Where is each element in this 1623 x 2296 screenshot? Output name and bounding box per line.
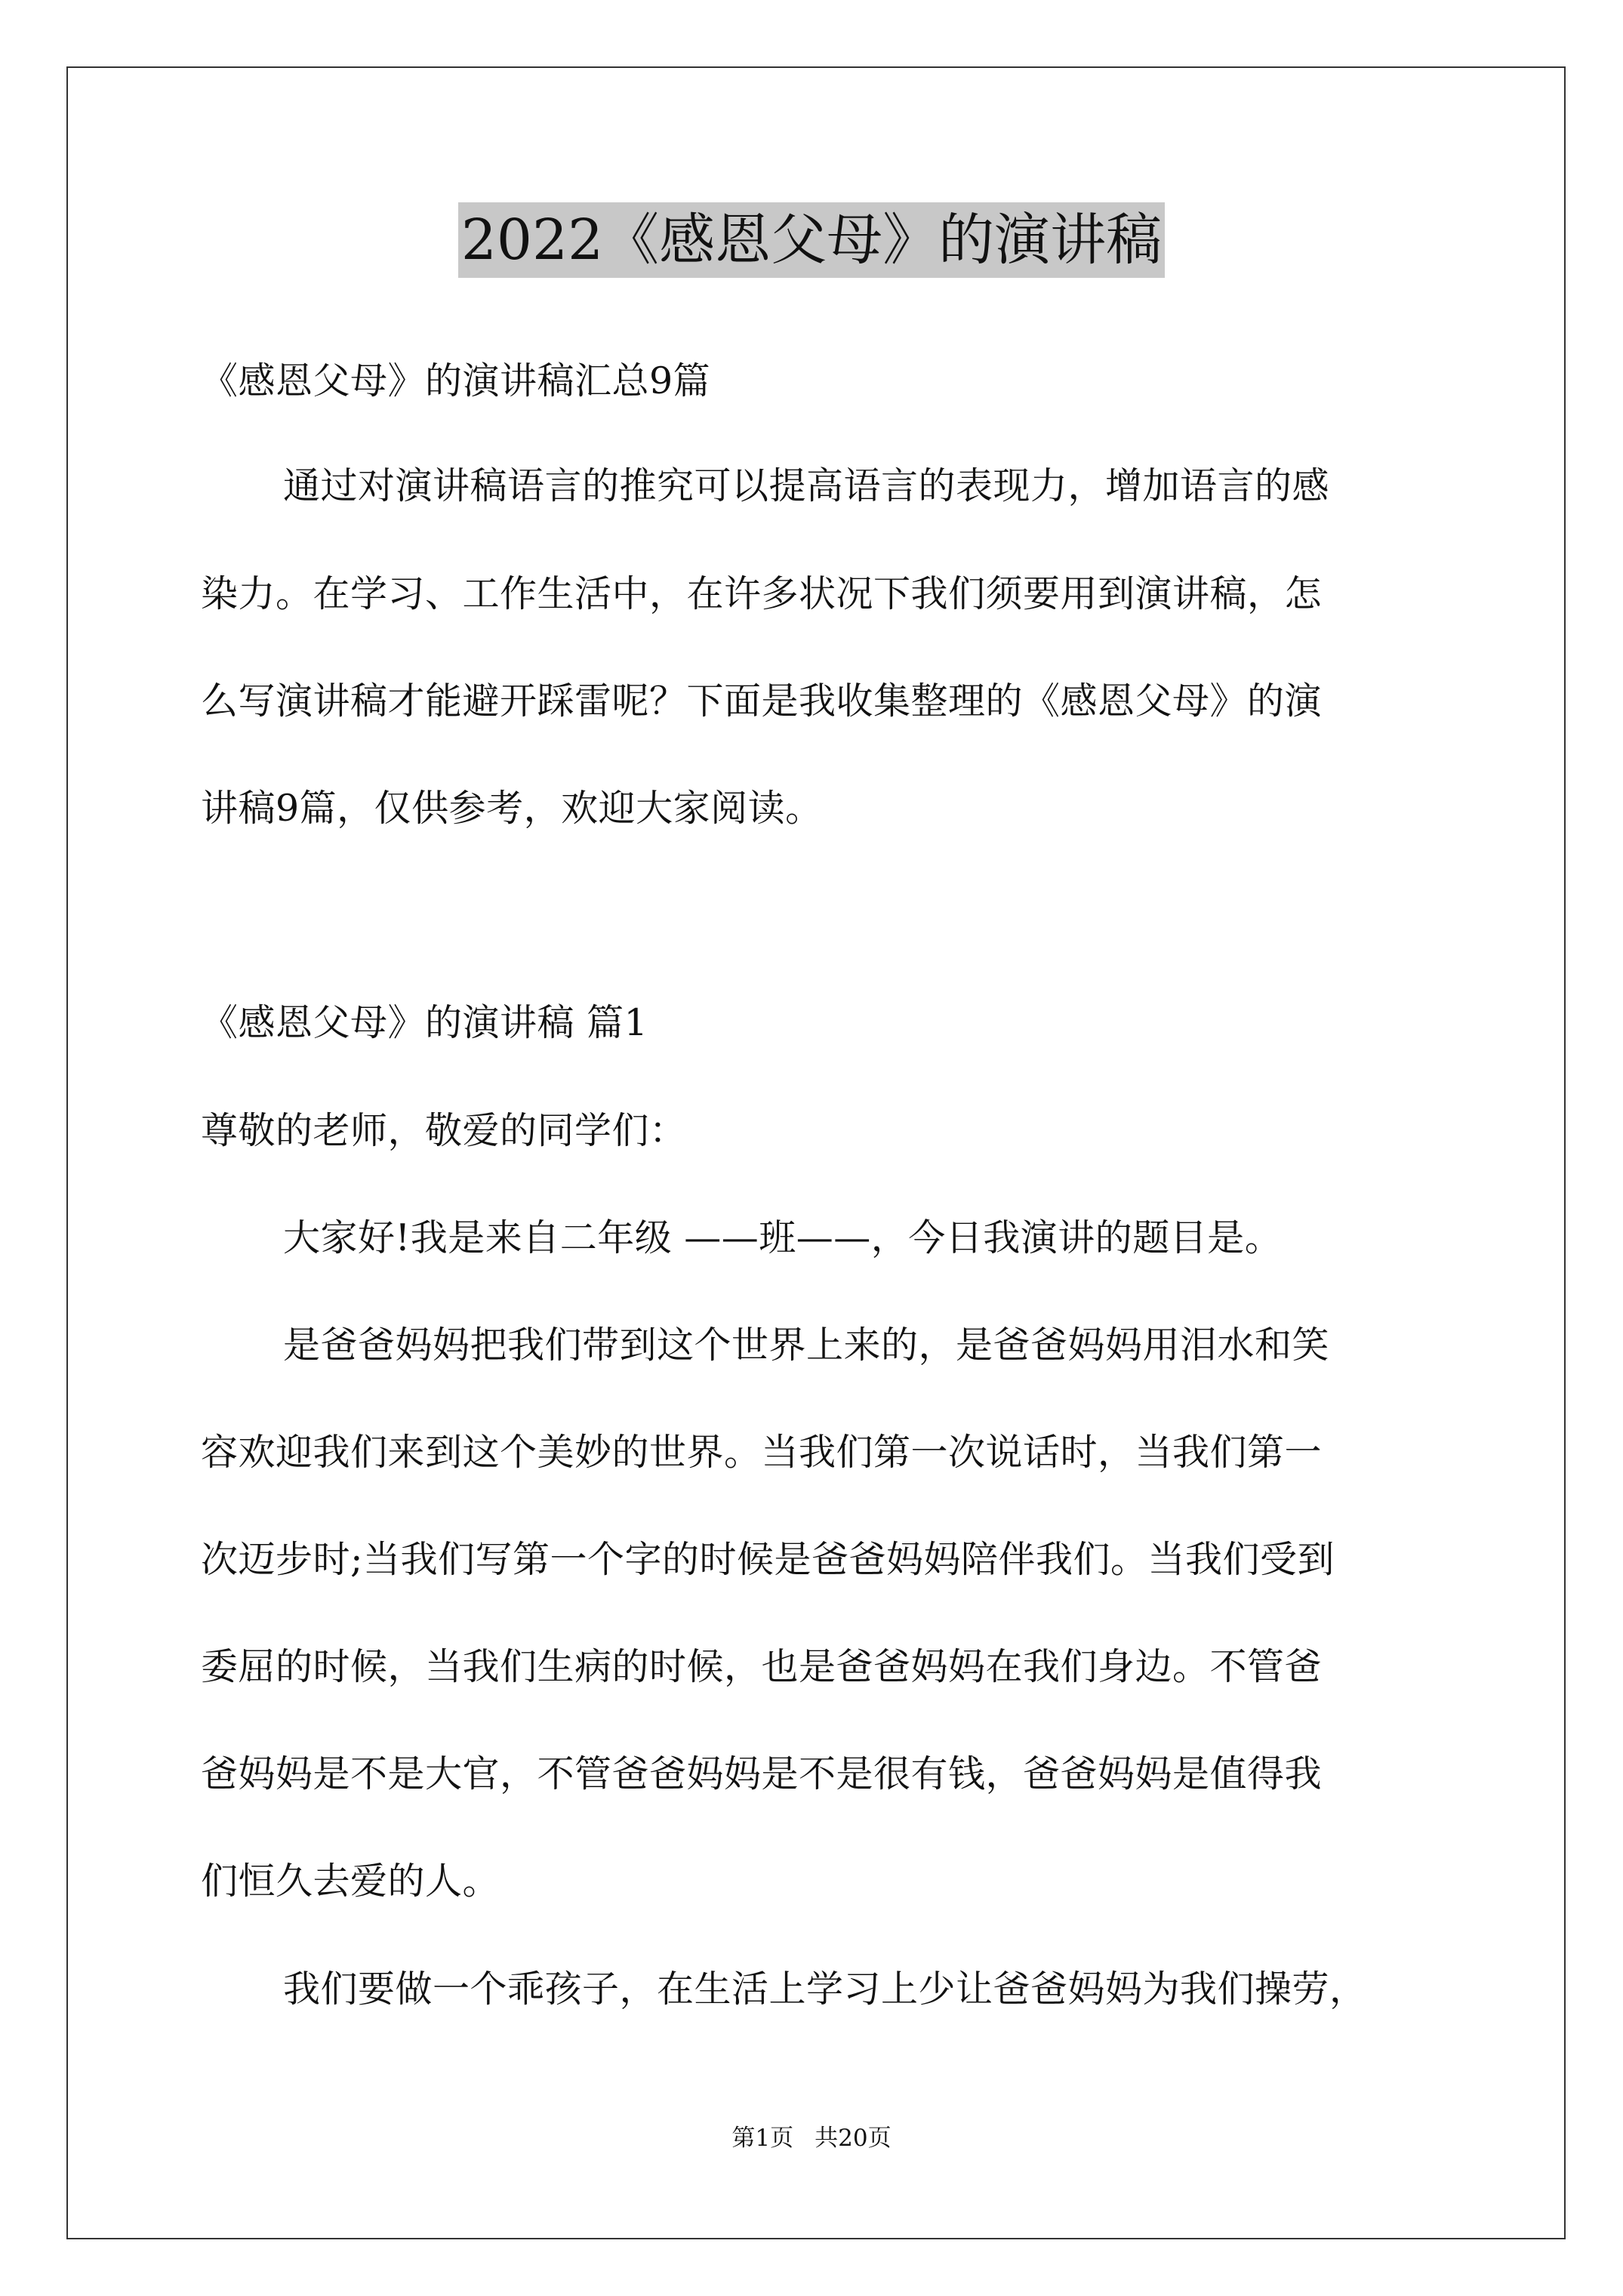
body-line: 我们要做一个乖孩子，在生活上学习上少让爸爸妈妈为我们操劳， <box>283 1968 1367 2011</box>
page-number: 第1页 <box>731 2125 794 2152</box>
section-heading: 《感恩父母》的演讲稿 篇1 <box>201 1001 648 1044</box>
body-line: 委屈的时候，当我们生病的时候，也是爸爸妈妈在我们身边。不管爸 <box>201 1645 1323 1688</box>
document-title: 2022《感恩父母》的演讲稿 <box>458 202 1165 278</box>
body-line: 爸妈妈是不是大官，不管爸爸妈妈是不是很有钱，爸爸妈妈是值得我 <box>201 1752 1323 1795</box>
body-line: 染力。在学习、工作生活中，在许多状况下我们须要用到演讲稿，怎 <box>201 572 1323 615</box>
body-line: 么写演讲稿才能避开踩雷呢？下面是我收集整理的《感恩父母》的演 <box>201 680 1323 723</box>
title-container <box>0 202 1623 278</box>
body-line: 通过对演讲稿语言的推究可以提高语言的表现力，增加语言的感 <box>283 464 1330 507</box>
page-total: 共20页 <box>815 2125 892 2152</box>
page-footer <box>0 2123 1623 2153</box>
subtitle-line: 《感恩父母》的演讲稿汇总9篇 <box>201 359 711 402</box>
body-line: 容欢迎我们来到这个美妙的世界。当我们第一次说话时，当我们第一 <box>201 1431 1323 1474</box>
body-line: 次迈步时;当我们写第一个字的时候是爸爸妈妈陪伴我们。当我们受到 <box>201 1538 1335 1581</box>
salutation-line: 尊敬的老师，敬爱的同学们： <box>201 1109 687 1152</box>
body-line: 大家好!我是来自二年级 ——班——，今日我演讲的题目是。 <box>283 1216 1283 1259</box>
body-line: 们恒久去爱的人。 <box>201 1860 500 1903</box>
body-line: 讲稿9篇，仅供参考，欢迎大家阅读。 <box>201 787 823 830</box>
body-line: 是爸爸妈妈把我们带到这个世界上来的，是爸爸妈妈用泪水和笑 <box>283 1324 1330 1367</box>
